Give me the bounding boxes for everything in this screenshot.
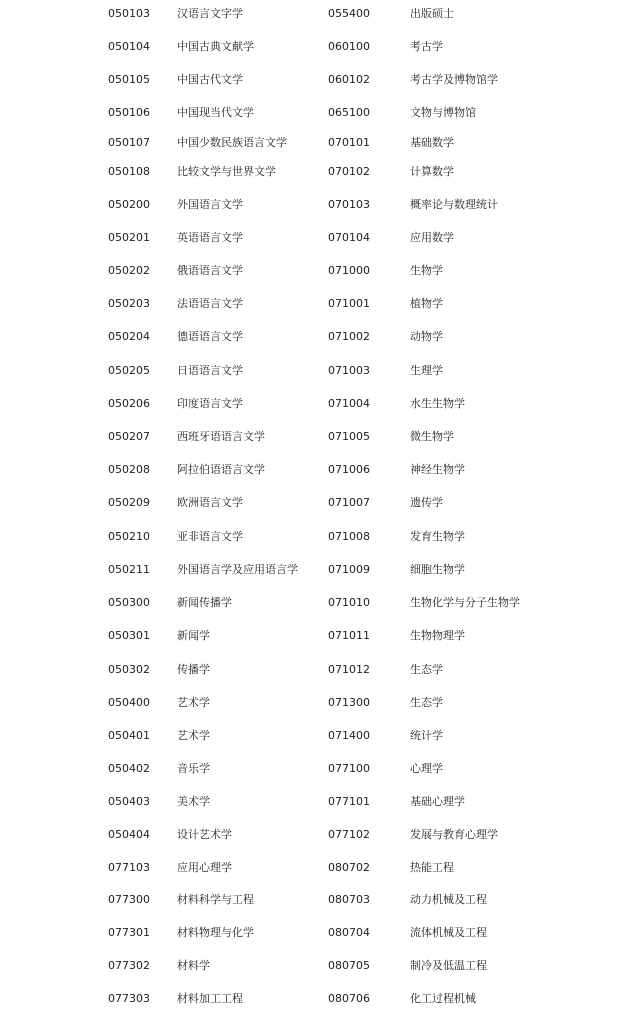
right-name: 微生物学 <box>410 430 454 443</box>
right-code: 080703 <box>328 893 370 906</box>
left-name: 艺术学 <box>177 729 210 742</box>
left-name: 外国语言文学 <box>177 198 243 211</box>
right-code: 071002 <box>328 330 370 343</box>
table-row <box>0 327 640 347</box>
table-row <box>0 427 640 447</box>
left-code: 050105 <box>108 73 150 86</box>
right-code: 071005 <box>328 430 370 443</box>
table-row <box>0 593 640 613</box>
left-name: 外国语言学及应用语言学 <box>177 563 298 576</box>
right-name: 热能工程 <box>410 861 454 874</box>
table-row <box>0 261 640 281</box>
right-code: 071006 <box>328 463 370 476</box>
left-code: 050207 <box>108 430 150 443</box>
left-code: 050301 <box>108 629 150 642</box>
left-name: 中国少数民族语言文学 <box>177 136 287 149</box>
right-code: 071004 <box>328 397 370 410</box>
left-code: 050404 <box>108 828 150 841</box>
left-name: 汉语言文字学 <box>177 7 243 20</box>
right-name: 动物学 <box>410 330 443 343</box>
left-name: 新闻学 <box>177 629 210 642</box>
table-row <box>0 660 640 680</box>
left-name: 材料物理与化学 <box>177 926 254 939</box>
right-name: 神经生物学 <box>410 463 465 476</box>
right-name: 生物学 <box>410 264 443 277</box>
table-row <box>0 956 640 976</box>
right-name: 水生生物学 <box>410 397 465 410</box>
left-code: 050205 <box>108 364 150 377</box>
left-code: 077301 <box>108 926 150 939</box>
right-code: 065100 <box>328 106 370 119</box>
left-name: 应用心理学 <box>177 861 232 874</box>
table-row <box>0 361 640 381</box>
table-row <box>0 825 640 845</box>
right-code: 055400 <box>328 7 370 20</box>
left-code: 050401 <box>108 729 150 742</box>
right-code: 071003 <box>328 364 370 377</box>
right-code: 077102 <box>328 828 370 841</box>
table-row <box>0 527 640 547</box>
table-row <box>0 460 640 480</box>
left-name: 艺术学 <box>177 696 210 709</box>
left-name: 比较文学与世界文学 <box>177 165 276 178</box>
right-name: 基础数学 <box>410 136 454 149</box>
left-name: 设计艺术学 <box>177 828 232 841</box>
left-code: 077302 <box>108 959 150 972</box>
right-name: 流体机械及工程 <box>410 926 487 939</box>
right-name: 细胞生物学 <box>410 563 465 576</box>
left-name: 法语语言文学 <box>177 297 243 310</box>
left-code: 050300 <box>108 596 150 609</box>
left-name: 德语语言文学 <box>177 330 243 343</box>
table-row <box>0 4 640 24</box>
left-name: 俄语语言文学 <box>177 264 243 277</box>
right-code: 071000 <box>328 264 370 277</box>
left-name: 欧洲语言文学 <box>177 496 243 509</box>
left-code: 050106 <box>108 106 150 119</box>
right-code: 070104 <box>328 231 370 244</box>
left-name: 阿拉伯语语言文学 <box>177 463 265 476</box>
left-code: 050206 <box>108 397 150 410</box>
left-name: 材料科学与工程 <box>177 893 254 906</box>
table-row <box>0 37 640 57</box>
left-name: 中国古代文学 <box>177 73 243 86</box>
right-name: 生物化学与分子生物学 <box>410 596 520 609</box>
left-code: 050210 <box>108 530 150 543</box>
right-name: 植物学 <box>410 297 443 310</box>
right-name: 遗传学 <box>410 496 443 509</box>
right-code: 070103 <box>328 198 370 211</box>
left-code: 050203 <box>108 297 150 310</box>
table-row <box>0 693 640 713</box>
right-code: 070101 <box>328 136 370 149</box>
right-code: 077100 <box>328 762 370 775</box>
right-code: 071008 <box>328 530 370 543</box>
table-row <box>0 493 640 513</box>
right-code: 060102 <box>328 73 370 86</box>
right-name: 计算数学 <box>410 165 454 178</box>
right-code: 077101 <box>328 795 370 808</box>
left-name: 日语语言文学 <box>177 364 243 377</box>
table-row <box>0 560 640 580</box>
table-row <box>0 759 640 779</box>
right-name: 化工过程机械 <box>410 992 476 1005</box>
right-code: 071400 <box>328 729 370 742</box>
table-row <box>0 792 640 812</box>
right-code: 070102 <box>328 165 370 178</box>
left-code: 077303 <box>108 992 150 1005</box>
right-code: 080704 <box>328 926 370 939</box>
left-code: 050302 <box>108 663 150 676</box>
left-name: 材料加工工程 <box>177 992 243 1005</box>
left-name: 中国古典文献学 <box>177 40 254 53</box>
right-name: 发育生物学 <box>410 530 465 543</box>
left-code: 050201 <box>108 231 150 244</box>
table-row <box>0 70 640 90</box>
right-name: 发展与教育心理学 <box>410 828 498 841</box>
table-row <box>0 394 640 414</box>
table-row <box>0 890 640 910</box>
left-name: 美术学 <box>177 795 210 808</box>
right-name: 生物物理学 <box>410 629 465 642</box>
right-name: 考古学 <box>410 40 443 53</box>
table-row <box>0 626 640 646</box>
right-code: 080706 <box>328 992 370 1005</box>
table-row <box>0 133 640 153</box>
left-code: 050400 <box>108 696 150 709</box>
right-code: 071011 <box>328 629 370 642</box>
table-row <box>0 228 640 248</box>
right-name: 动力机械及工程 <box>410 893 487 906</box>
left-code: 050202 <box>108 264 150 277</box>
left-name: 材料学 <box>177 959 210 972</box>
left-name: 新闻传播学 <box>177 596 232 609</box>
left-code: 050108 <box>108 165 150 178</box>
right-code: 071012 <box>328 663 370 676</box>
table-row <box>0 923 640 943</box>
left-name: 印度语言文学 <box>177 397 243 410</box>
table-row <box>0 858 640 878</box>
right-name: 概率论与数理统计 <box>410 198 498 211</box>
left-code: 050107 <box>108 136 150 149</box>
left-code: 077103 <box>108 861 150 874</box>
left-code: 050104 <box>108 40 150 53</box>
left-code: 050204 <box>108 330 150 343</box>
right-name: 统计学 <box>410 729 443 742</box>
left-name: 传播学 <box>177 663 210 676</box>
left-code: 050200 <box>108 198 150 211</box>
left-name: 西班牙语语言文学 <box>177 430 265 443</box>
left-code: 050209 <box>108 496 150 509</box>
left-code: 050403 <box>108 795 150 808</box>
right-code: 071010 <box>328 596 370 609</box>
table-row <box>0 103 640 123</box>
right-name: 文物与博物馆 <box>410 106 476 119</box>
left-name: 英语语言文学 <box>177 231 243 244</box>
right-name: 生态学 <box>410 663 443 676</box>
right-name: 生理学 <box>410 364 443 377</box>
left-name: 亚非语言文学 <box>177 530 243 543</box>
left-code: 050208 <box>108 463 150 476</box>
right-code: 071009 <box>328 563 370 576</box>
right-code: 071300 <box>328 696 370 709</box>
table-row <box>0 294 640 314</box>
left-code: 050402 <box>108 762 150 775</box>
right-name: 心理学 <box>410 762 443 775</box>
right-code: 080705 <box>328 959 370 972</box>
table-row <box>0 726 640 746</box>
right-name: 出版硕士 <box>410 7 454 20</box>
left-name: 中国现当代文学 <box>177 106 254 119</box>
right-code: 080702 <box>328 861 370 874</box>
left-code: 050103 <box>108 7 150 20</box>
right-code: 071007 <box>328 496 370 509</box>
right-code: 060100 <box>328 40 370 53</box>
left-name: 音乐学 <box>177 762 210 775</box>
right-name: 制冷及低温工程 <box>410 959 487 972</box>
right-code: 071001 <box>328 297 370 310</box>
left-code: 077300 <box>108 893 150 906</box>
right-name: 基础心理学 <box>410 795 465 808</box>
table-row <box>0 162 640 182</box>
right-name: 应用数学 <box>410 231 454 244</box>
table-row <box>0 195 640 215</box>
right-name: 考古学及博物馆学 <box>410 73 498 86</box>
right-name: 生态学 <box>410 696 443 709</box>
table-row <box>0 989 640 1009</box>
left-code: 050211 <box>108 563 150 576</box>
